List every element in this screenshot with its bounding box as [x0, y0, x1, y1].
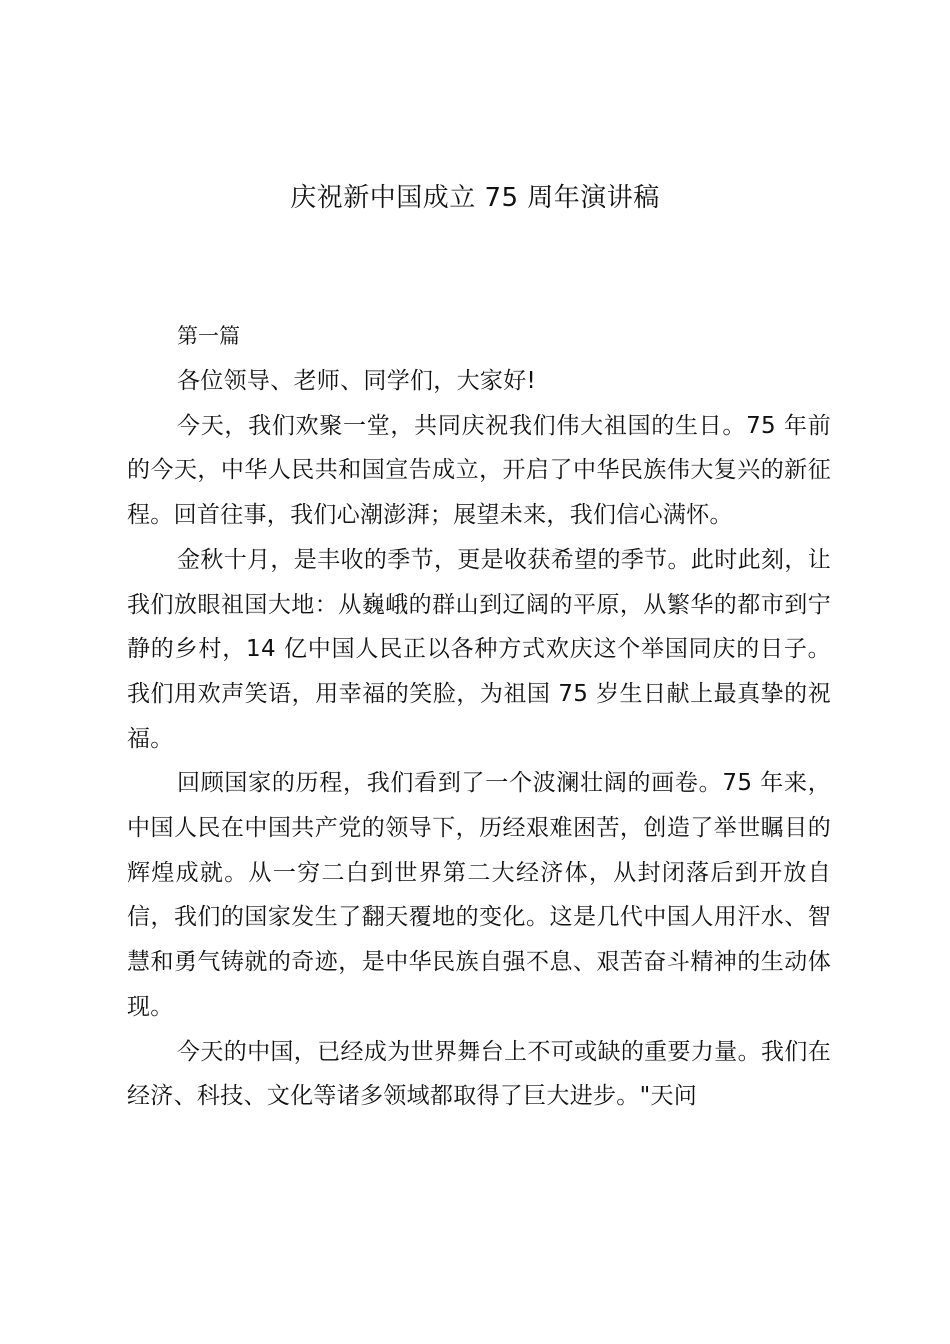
paragraph-opening: 今天，我们欢聚一堂，共同庆祝我们伟大祖国的生日。75 年前的今天，中华人民共和国宣告成立，开启了中华民族伟大复兴的新征程。回首往事，我们心潮澎湃；展望未来，我们信心满怀。	[127, 412, 831, 529]
paragraph-today: 今天的中国，已经成为世界舞台上不可或缺的重要力量。我们在经济、科技、文化等诸多领域都取得了巨大进步。"天问	[127, 1038, 831, 1110]
paragraph-autumn: 金秋十月，是丰收的季节，更是收获希望的季节。此时此刻，让我们放眼祖国大地：从巍峨的群山到辽阔的平原，从繁华的都市到宁静的乡村，14 亿中国人民正以各种方式欢庆这个举国同庆的日子。我们用欢声笑语，用幸福的笑脸，为祖国 75 岁生日献上最真挚的祝福。	[127, 546, 831, 752]
paragraph-history: 回顾国家的历程，我们看到了一个波澜壮阔的画卷。75 年来，中国人民在中国共产党的领导下，历经艰难困苦，创造了举世瞩目的辉煌成就。从一穷二白到世界第二大经济体，从封闭落后到开放自信，我们的国家发生了翻天覆地的变化。这是几代中国人用汗水、智慧和勇气铸就的奇迹，是中华民族自强不息、艰苦奋斗精神的生动体现。	[127, 770, 831, 1020]
section-label: 第一篇	[177, 324, 240, 348]
document-body	[127, 314, 831, 1119]
document-title: 庆祝新中国成立 75 周年演讲稿	[290, 183, 660, 213]
paragraph-greeting: 各位领导、老师、同学们，大家好!	[177, 368, 537, 394]
